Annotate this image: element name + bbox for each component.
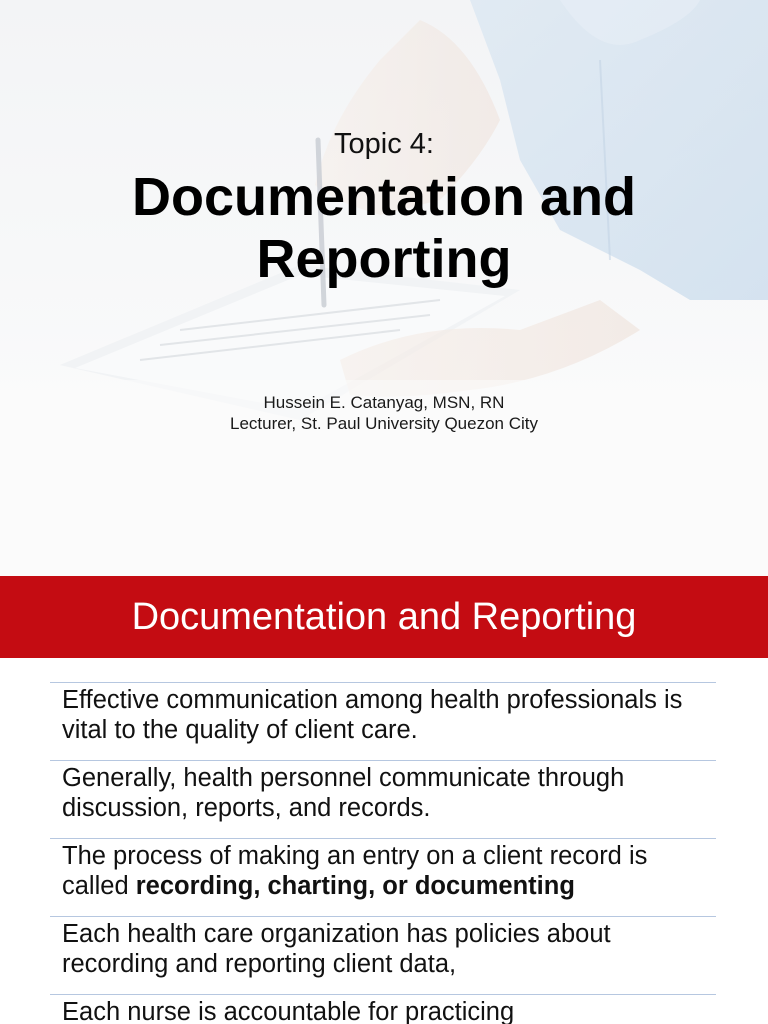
list-item <box>50 838 716 916</box>
slide-banner-title: Documentation and Reporting <box>0 576 768 658</box>
list-item-text: The process of making an entry on a client record is called <box>62 842 648 900</box>
author-name: Hussein E. Catanyag, MSN, RN <box>263 393 505 412</box>
topic-label: Topic 4: <box>334 128 434 160</box>
slide-title <box>0 166 768 290</box>
content-slide <box>0 576 768 1024</box>
slide-title-line2: Reporting <box>256 229 512 289</box>
list-item: Each nurse is accountable for practicing <box>50 994 716 1024</box>
list-item: Generally, health personnel communicate through discussion, reports, and records. <box>50 760 716 838</box>
author-role: Lecturer, St. Paul University Quezon City <box>229 414 539 433</box>
list-item: Each health care organization has policies about recording and reporting client data, <box>50 916 716 994</box>
list-item-bold-text: recording, charting, or documenting <box>135 872 575 900</box>
list-item: Effective communication among health professionals is vital to the quality of client care. <box>50 682 716 760</box>
author-block <box>0 392 768 434</box>
slide-title-line1: Documentation and <box>131 167 636 227</box>
bullet-list <box>50 682 716 1024</box>
